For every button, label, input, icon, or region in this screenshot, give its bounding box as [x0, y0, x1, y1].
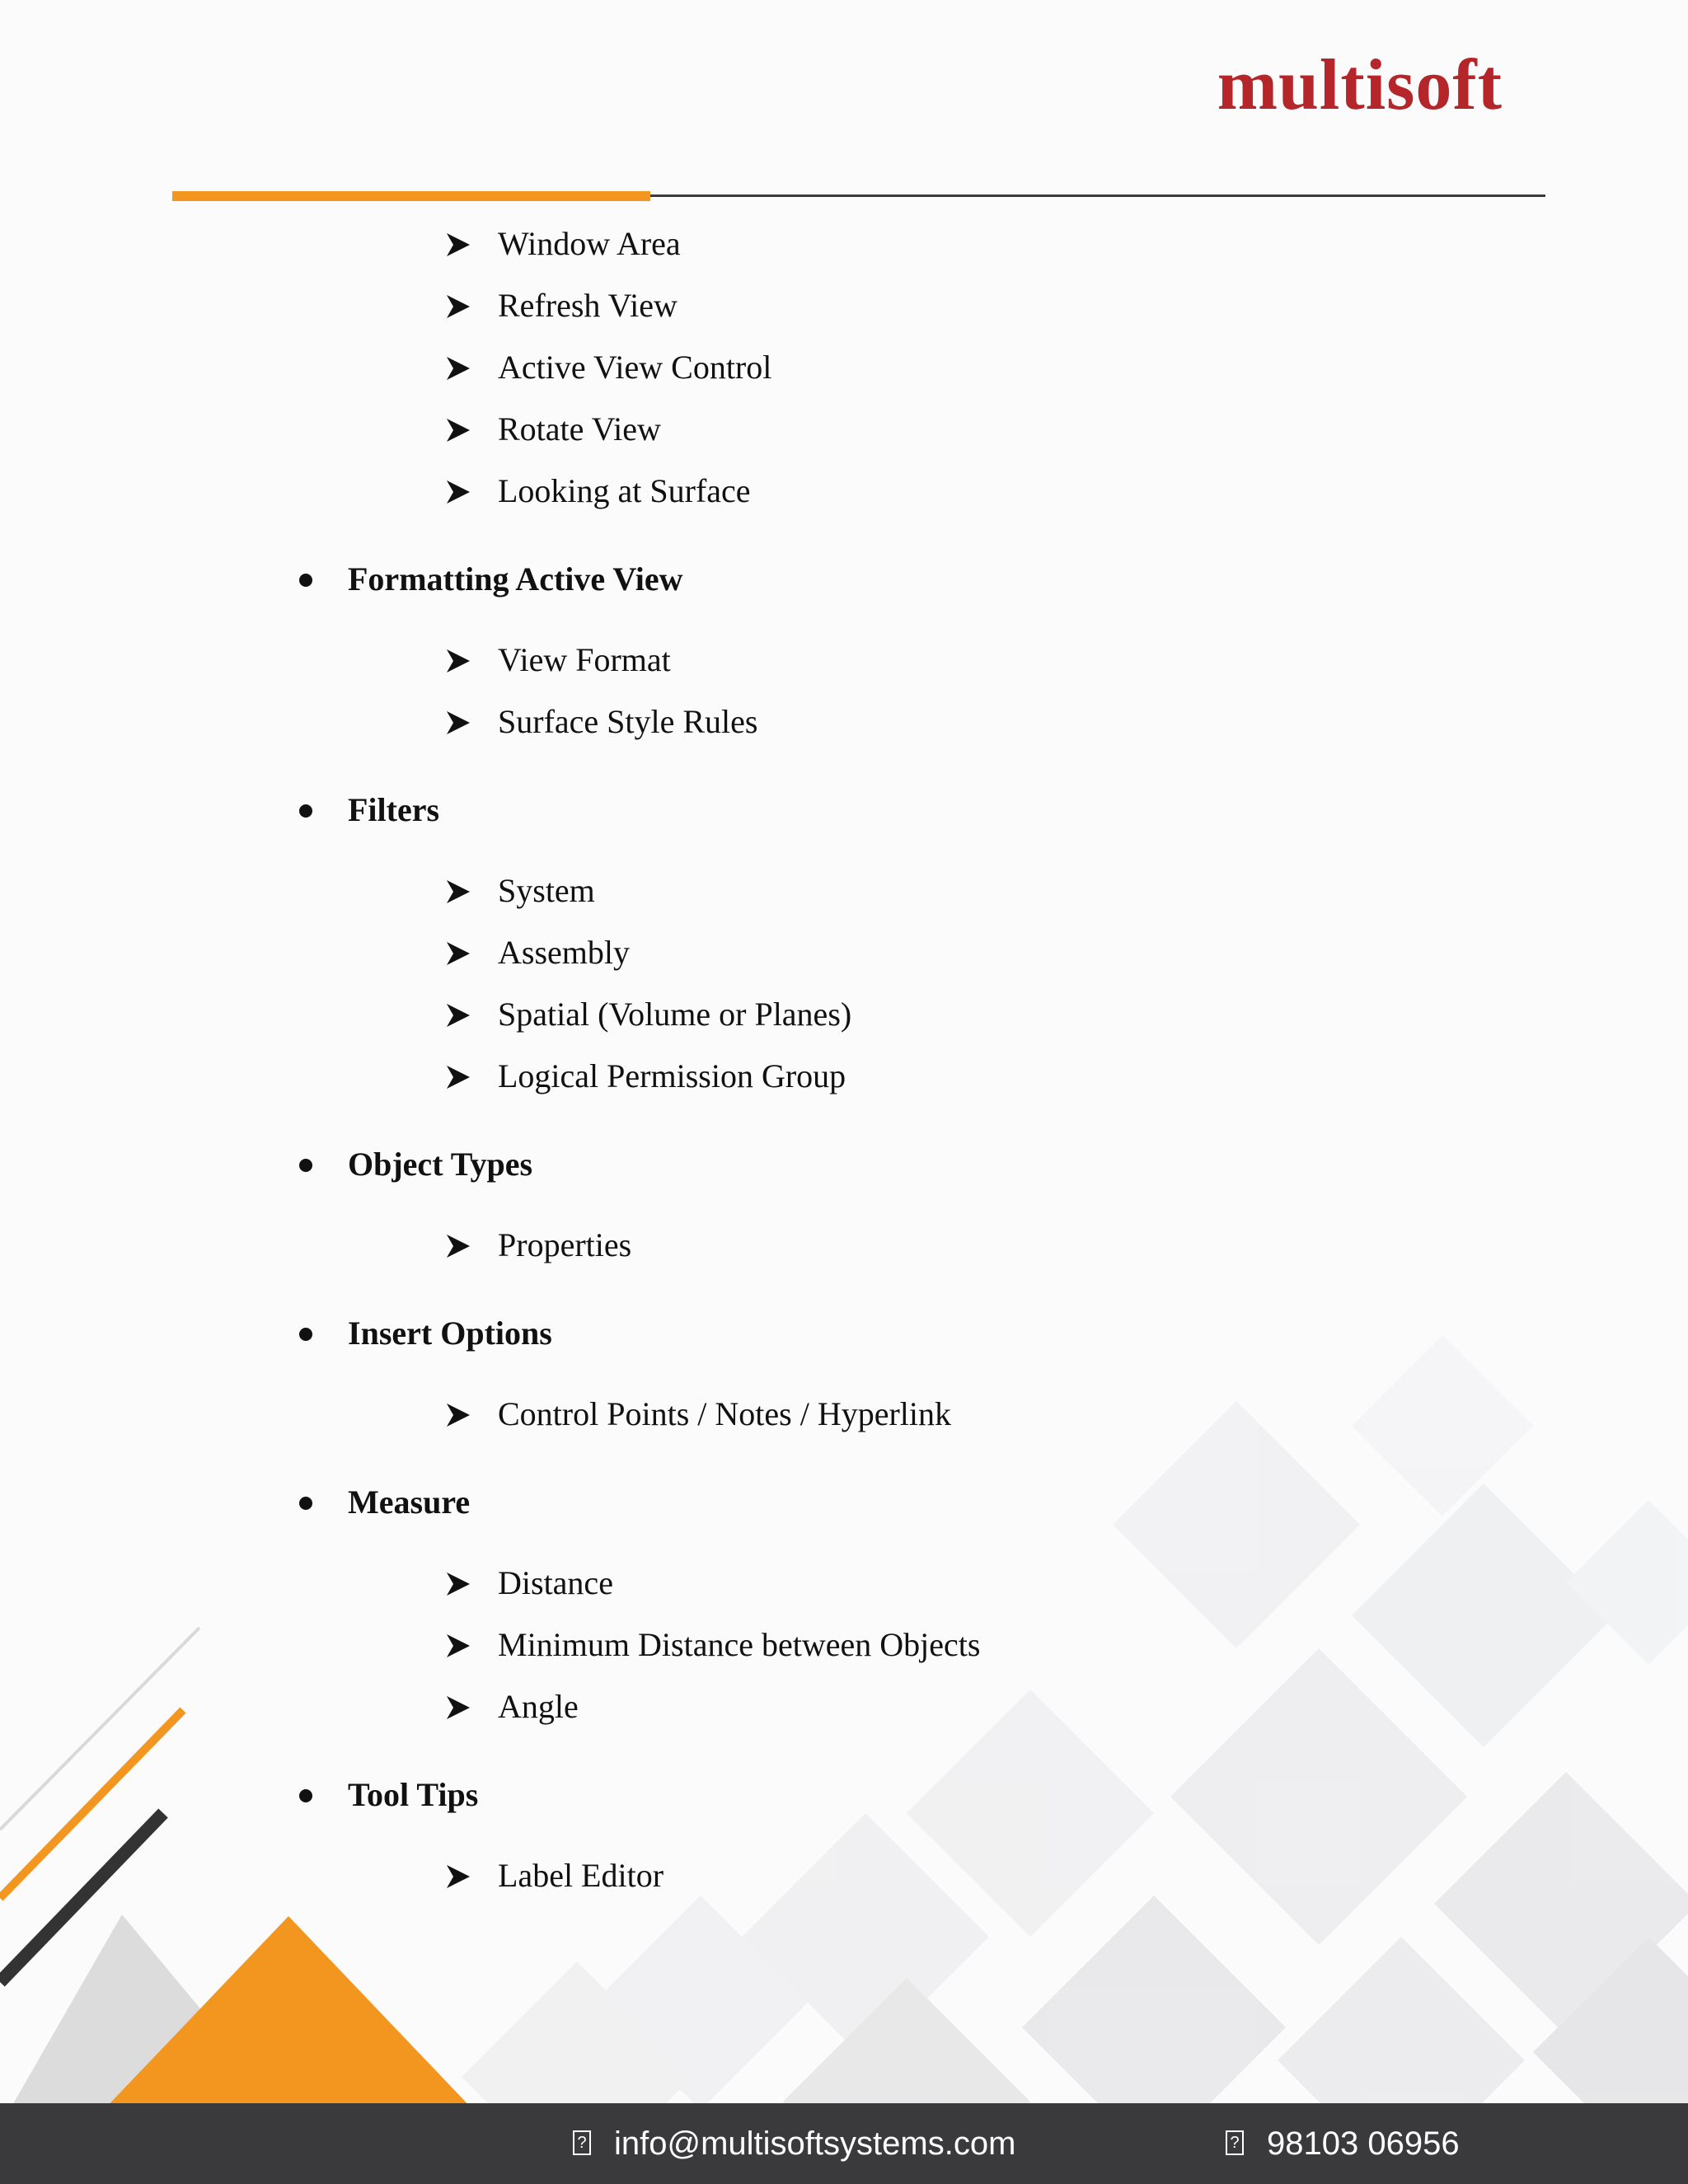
footer-phone[interactable]: ? 98103 06956 [1226, 2103, 1460, 2184]
arrow-bullet-icon [445, 1558, 498, 1608]
section-heading: Insert Options [293, 1309, 552, 1358]
arrow-bullet-icon [445, 635, 498, 685]
bullet-icon [293, 1140, 348, 1189]
arrow-bullet-icon [445, 1851, 498, 1900]
arrow-bullet-icon [445, 1682, 498, 1732]
phone-icon: ? [1226, 2130, 1244, 2155]
arrow-bullet-icon [445, 219, 498, 269]
section-heading: Tool Tips [293, 1770, 478, 1820]
list-item: Spatial (Volume or Planes) [445, 990, 851, 1039]
list-item: System [445, 866, 595, 916]
section-heading: Object Types [293, 1140, 532, 1189]
header-rule-accent [172, 191, 650, 201]
list-item: Assembly [445, 928, 630, 977]
list-item: Surface Style Rules [445, 697, 758, 747]
company-logo: multisoft [1217, 45, 1503, 125]
bullet-icon [293, 1478, 348, 1527]
arrow-bullet-icon [445, 1620, 498, 1670]
arrow-bullet-icon [445, 405, 498, 454]
list-item: Refresh View [445, 281, 678, 330]
bullet-icon [293, 785, 348, 835]
list-item: View Format [445, 635, 671, 685]
bullet-icon [293, 1770, 348, 1820]
arrow-bullet-icon [445, 990, 498, 1039]
list-item: Rotate View [445, 405, 661, 454]
list-item: Looking at Surface [445, 466, 751, 516]
bullet-icon [293, 1309, 348, 1358]
header-rule [650, 194, 1545, 197]
arrow-bullet-icon [445, 1052, 498, 1101]
arrow-bullet-icon [445, 466, 498, 516]
list-item: Properties [445, 1221, 631, 1270]
list-item: Distance [445, 1558, 613, 1608]
list-item: Logical Permission Group [445, 1052, 846, 1101]
footer-email[interactable]: ? info@multisoftsystems.com [573, 2103, 1015, 2184]
arrow-bullet-icon [445, 866, 498, 916]
arrow-bullet-icon [445, 1221, 498, 1270]
list-item: Active View Control [445, 343, 771, 392]
list-item: Window Area [445, 219, 681, 269]
arrow-bullet-icon [445, 343, 498, 392]
section-heading: Measure [293, 1478, 470, 1527]
list-item: Minimum Distance between Objects [445, 1620, 980, 1670]
email-icon: ? [573, 2130, 591, 2155]
bullet-icon [293, 555, 348, 604]
footer-bar [0, 2103, 1688, 2184]
arrow-bullet-icon [445, 281, 498, 330]
arrow-bullet-icon [445, 1390, 498, 1439]
arrow-bullet-icon [445, 928, 498, 977]
arrow-bullet-icon [445, 697, 498, 747]
section-heading: Formatting Active View [293, 555, 683, 604]
list-item: Control Points / Notes / Hyperlink [445, 1390, 951, 1439]
list-item: Angle [445, 1682, 579, 1732]
section-heading: Filters [293, 785, 439, 835]
list-item: Label Editor [445, 1851, 663, 1900]
